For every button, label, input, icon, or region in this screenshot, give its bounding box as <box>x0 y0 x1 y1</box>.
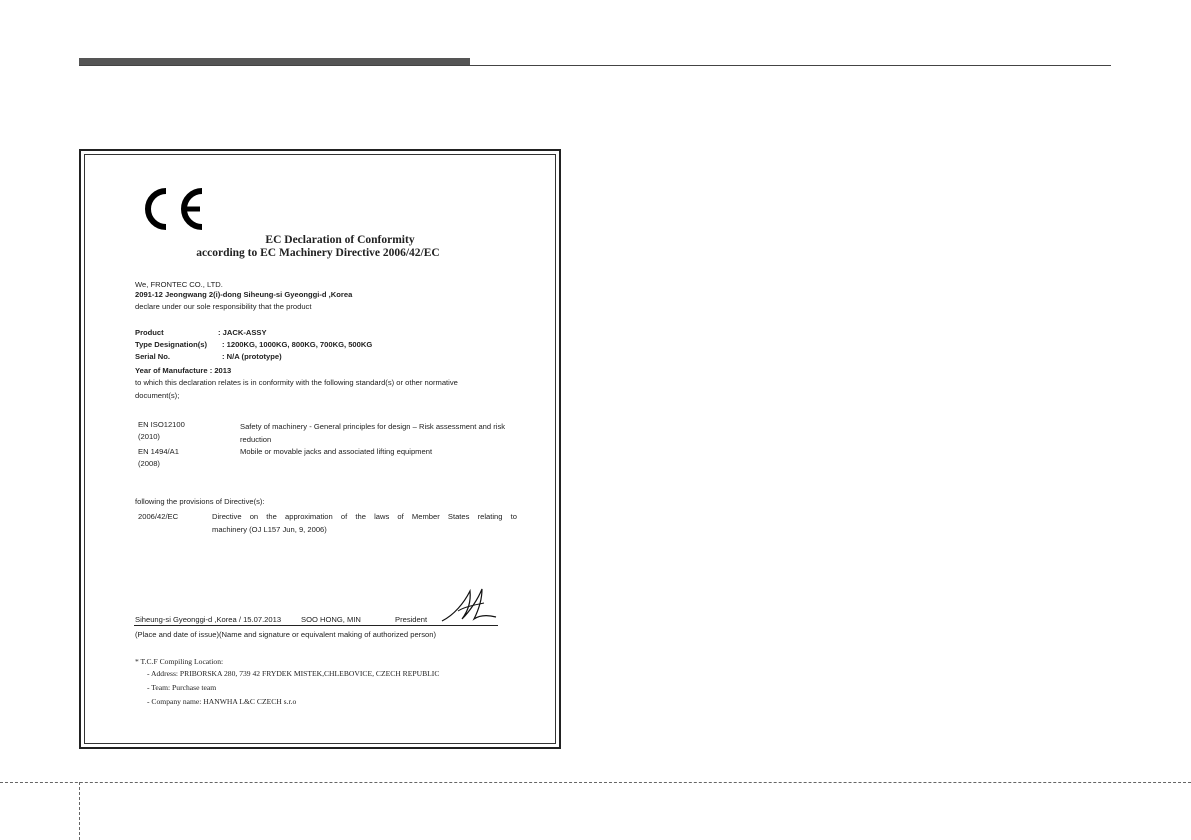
manufacturer-line: We, FRONTEC CO., LTD. <box>135 280 223 289</box>
directive-reference: machinery (OJ L157 Jun, 9, 2006) <box>212 525 327 534</box>
product-label: Product <box>135 328 164 337</box>
declaration-subtitle: according to EC Machinery Directive 2006/42/EC <box>196 247 440 259</box>
ce-mark-logo <box>133 188 205 230</box>
tcf-team: - Team: Purchase team <box>147 683 217 692</box>
type-designation-label: Type Designation(s) <box>135 340 208 349</box>
tcf-title: * T.C.F Compiling Location: <box>135 657 224 666</box>
issue-caption: (Place and date of issue)(Name and signature or equivalent making of authorized person) <box>135 630 436 639</box>
handwritten-signature <box>440 585 500 627</box>
standard-code: EN 1494/A1 <box>138 447 179 456</box>
type-designation-value: : 1200KG, 1000KG, 800KG, 700KG, 500KG <box>222 340 373 349</box>
serial-label: Serial No. <box>135 352 171 361</box>
declare-line: declare under our sole responsibility that the product <box>135 302 312 311</box>
year-of-manufacture: Year of Manufacture : 2013 <box>135 366 232 375</box>
tcf-company: - Company name: HANWHA L&C CZECH s.r.o <box>147 697 297 706</box>
issue-place-date: Siheung-si Gyeonggi-d ,Korea / 15.07.2013 <box>135 615 282 624</box>
directive-description: Directive on the approximation of the laws of Member States relating to <box>212 512 517 521</box>
tcf-address: - Address: PRIBORSKA 280, 739 42 FRYDEK MISTEK,CHLEBOVICE, CZECH REPUBLIC <box>147 669 440 678</box>
signatory-title: President <box>395 615 428 624</box>
standard-year: (2008) <box>138 459 160 468</box>
serial-value: : N/A (prototype) <box>222 352 282 361</box>
declaration-title: EC Declaration of Conformity <box>265 234 415 246</box>
standard-year: (2010) <box>138 432 160 441</box>
header-rule <box>79 65 1111 66</box>
provisions-line: following the provisions of Directive(s): <box>135 497 265 506</box>
standard-code: EN ISO12100 <box>138 420 185 429</box>
footer-dashed-divider <box>79 782 80 840</box>
directive-code: 2006/42/EC <box>138 512 179 521</box>
product-value: : JACK-ASSY <box>218 328 267 337</box>
signatory-name: SOO HONG, MIN <box>301 615 361 624</box>
footer-dashed-rule <box>0 782 1191 783</box>
manufacturer-address: 2091-12 Jeongwang 2(i)-dong Siheung-si Gyeonggi-d ,Korea <box>135 290 353 299</box>
conformity-statement: to which this declaration relates is in conformity with the following standard(s) or other normative <box>135 378 458 387</box>
standard-description: Safety of machinery - General principles for design – Risk assessment and risk reduction <box>240 422 506 444</box>
conformity-statement-cont: document(s); <box>135 391 180 400</box>
standard-description: Mobile or movable jacks and associated lifting equipment <box>240 447 433 456</box>
